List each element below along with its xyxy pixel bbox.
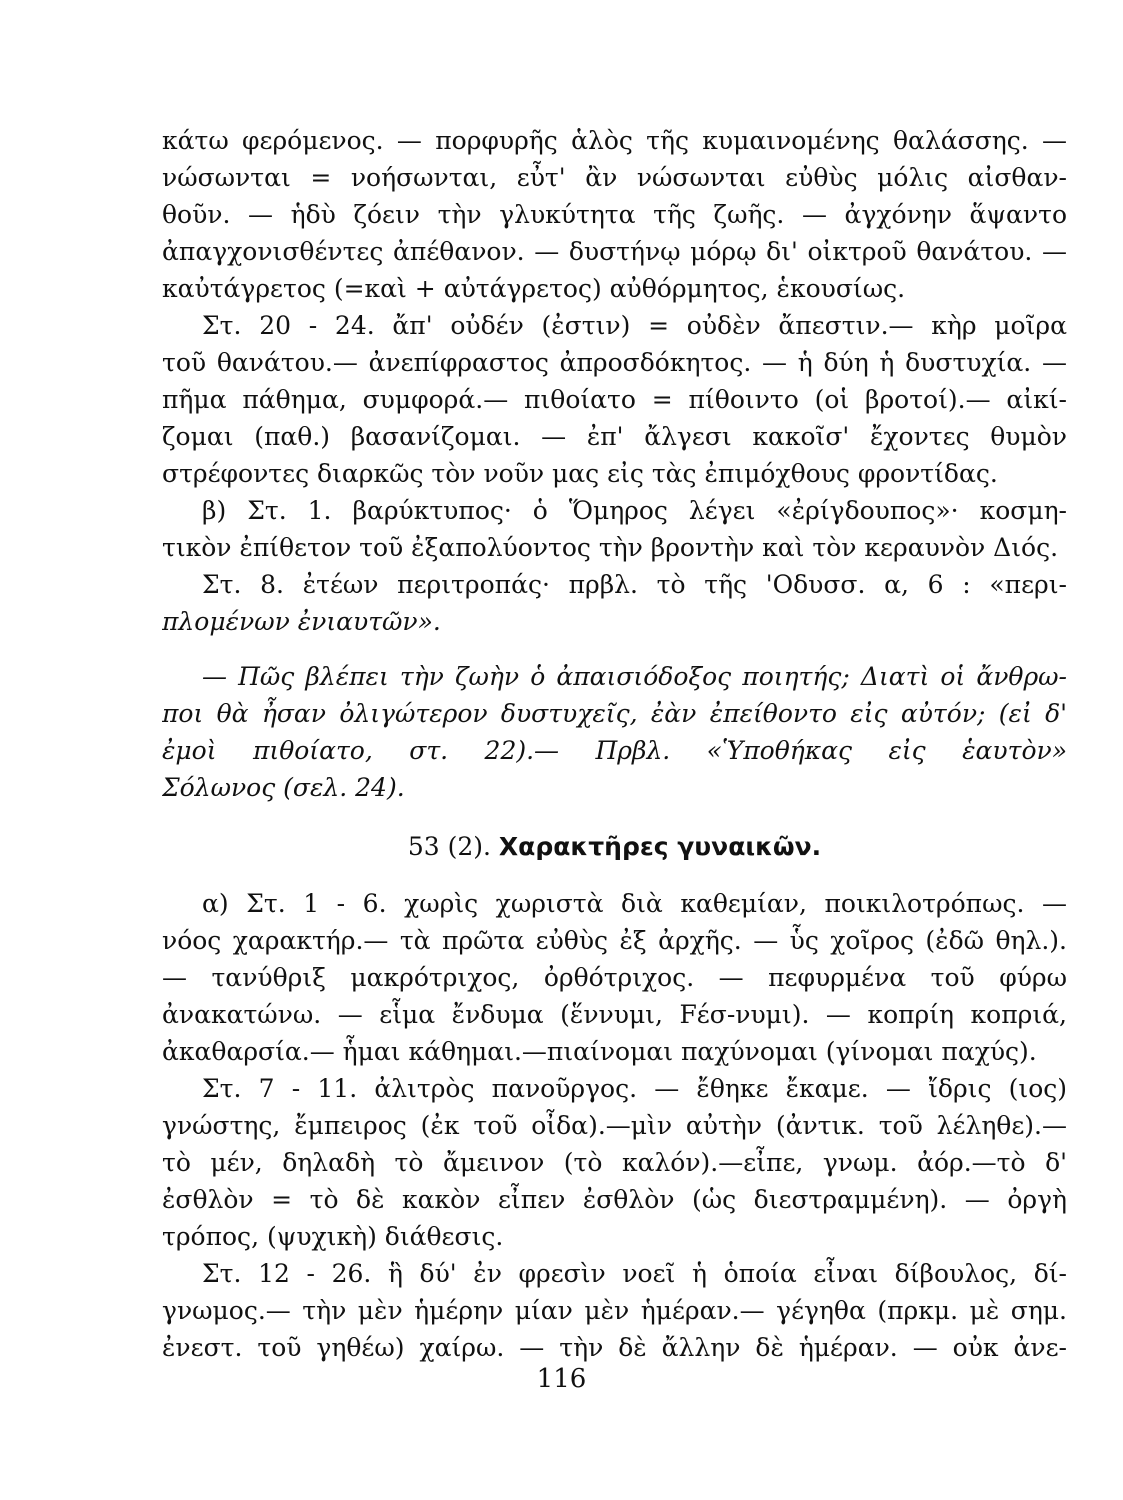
text-line: Στ. 12 - 26. ἣ δύ' ἐν φρεσὶν νοεῖ ἡ ὁποία εἶναι δίβουλος, δί- [202,1259,1067,1288]
text-line: β) Στ. 1. βαρύκτυπος· ὁ Ὅμηρος λέγει «ἐρίγδουπος»· κοσμη- [202,496,1067,525]
paragraph-5-question [162,658,1067,806]
text-line: Σόλωνος (σελ. 24). [162,773,405,802]
text-line: ἀπαγχονισθέντες ἀπέθανον. — δυστήνῳ μόρῳ δι' οἰκτροῦ θανάτου. — [162,237,1067,266]
text-line: καὐτάγρετος (=καὶ + αὐτάγρετος) αὐθόρμητος, ἑκουσίως. [162,274,906,303]
text-line: κάτω φερόμενος. — πορφυρῆς ἁλὸς τῆς κυμαινομένης θαλάσσης. — [162,126,1067,155]
text-line: ἐμοὶ πιθοίατο, στ. 22).— Πρβλ. «Ὑποθήκας εἰς ἑαυτὸν» [162,736,1067,765]
paragraph-3 [162,492,1067,566]
paragraph-8 [162,1255,1067,1366]
text-line: — Πῶς βλέπει τὴν ζωὴν ὁ ἀπαισιόδοξος ποιητής; Διατὶ οἱ ἄνθρω- [202,662,1067,691]
text-line: πῆμα πάθημα, συμφορά.— πιθοίατο = πίθοιντο (οἱ βροτοί).— αἰκί- [162,385,1067,414]
text-line: τὸ μέν, δηλαδὴ τὸ ἄμεινον (τὸ καλόν).—εἶπε, γνωμ. ἀόρ.—τὸ δ' [162,1148,1067,1177]
section-title: Χαρακτῆρες γυναικῶν. [498,832,822,861]
text-line: Στ. 8. ἐτέων περιτροπάς· πρβλ. τὸ τῆς 'Οδυσσ. α, 6 : «περι- [202,570,1067,599]
text-line: νώσωνται = νοήσωνται, εὖτ' ἂν νώσωνται εὐθὺς μόλις αἰσθαν- [162,163,1067,192]
text-line: ἀκαθαρσία.— ἧμαι κάθημαι.—πιαίνομαι παχύνομαι (γίνομαι παχύς). [162,1037,1037,1066]
text-line: Στ. 7 - 11. ἀλιτρὸς πανοῦργος. — ἔθηκε ἔκαμε. — ἴδρις (ιος) [202,1074,1067,1103]
text-line: πλομένων ἐνιαυτῶν». [162,607,441,636]
text-line: νόος χαρακτήρ.— τὰ πρῶτα εὐθὺς ἐξ ἀρχῆς. — ὗς χοῖρος (ἐδῶ θηλ.). [162,926,1067,955]
text-line: τικὸν ἐπίθετον τοῦ ἐξαπολύοντος τὴν βροντὴν καὶ τὸν κεραυνὸν Διός. [162,533,1059,562]
page-number: 116 [536,1364,587,1394]
text-line: ἀνακατώνω. — εἷμα ἔνδυμα (ἕννυμι, Fέσ-νυμι). — κοπρίη κοπριά, [162,1000,1067,1029]
paragraph-7 [162,1070,1067,1255]
section-heading [162,828,1067,865]
paragraph-1 [162,122,1067,307]
text-line: τοῦ θανάτου.— ἀνεπίφραστος ἀπροσδόκητος. — ἡ δύη ἡ δυστυχία. — [162,348,1067,377]
text-line: ζομαι (παθ.) βασανίζομαι. — ἐπ' ἄλγεσι κακοῖσ' ἔχοντες θυμὸν [162,422,1067,451]
text-line: θοῦν. — ἡδὺ ζόειν τὴν γλυκύτητα τῆς ζωῆς. — ἀγχόνην ἅψαντο [162,200,1067,229]
paragraph-6 [162,885,1067,1070]
text-line: στρέφοντες διαρκῶς τὸν νοῦν μας εἰς τὰς ἐπιμόχθους φροντίδας. [162,459,998,488]
section-number: 53 (2). [407,832,491,861]
page-body [162,122,1067,1366]
text-line: ποι θὰ ἦσαν ὀλιγώτερον δυστυχεῖς, ἐὰν ἐπείθοντο εἰς αὐτόν; (εἰ δ' [162,699,1067,728]
text-line: Στ. 20 - 24. ἄπ' οὐδέν (ἐστιν) = οὐδὲν ἄπεστιν.— κὴρ μοῖρα [202,311,1067,340]
text-line: — τανύθριξ μακρότριχος, ὀρθότριχος. — πεφυρμένα τοῦ φύρω [162,963,1067,992]
text-line: γνωμος.— τὴν μὲν ἡμέρην μίαν μὲν ἡμέραν.— γέγηθα (πρκμ. μὲ σημ. [162,1296,1067,1325]
text-line: α) Στ. 1 - 6. χωρὶς χωριστὰ διὰ καθεμίαν, ποικιλοτρόπως. — [202,889,1067,918]
paragraph-4 [162,566,1067,640]
text-line: ἐσθλὸν = τὸ δὲ κακὸν εἶπεν ἐσθλὸν (ὡς διεστραμμένη). — ὀργὴ [162,1185,1067,1214]
text-line: ἐνεστ. τοῦ γηθέω) χαίρω. — τὴν δὲ ἄλλην δὲ ἡμέραν. — οὐκ ἀνε- [162,1333,1067,1362]
text-line: τρόπος, (ψυχικὴ) διάθεσις. [162,1222,504,1251]
text-line: γνώστης, ἔμπειρος (ἐκ τοῦ οἶδα).—μὶν αὐτὴν (ἀντικ. τοῦ λέληθε).— [162,1111,1067,1140]
paragraph-2 [162,307,1067,492]
